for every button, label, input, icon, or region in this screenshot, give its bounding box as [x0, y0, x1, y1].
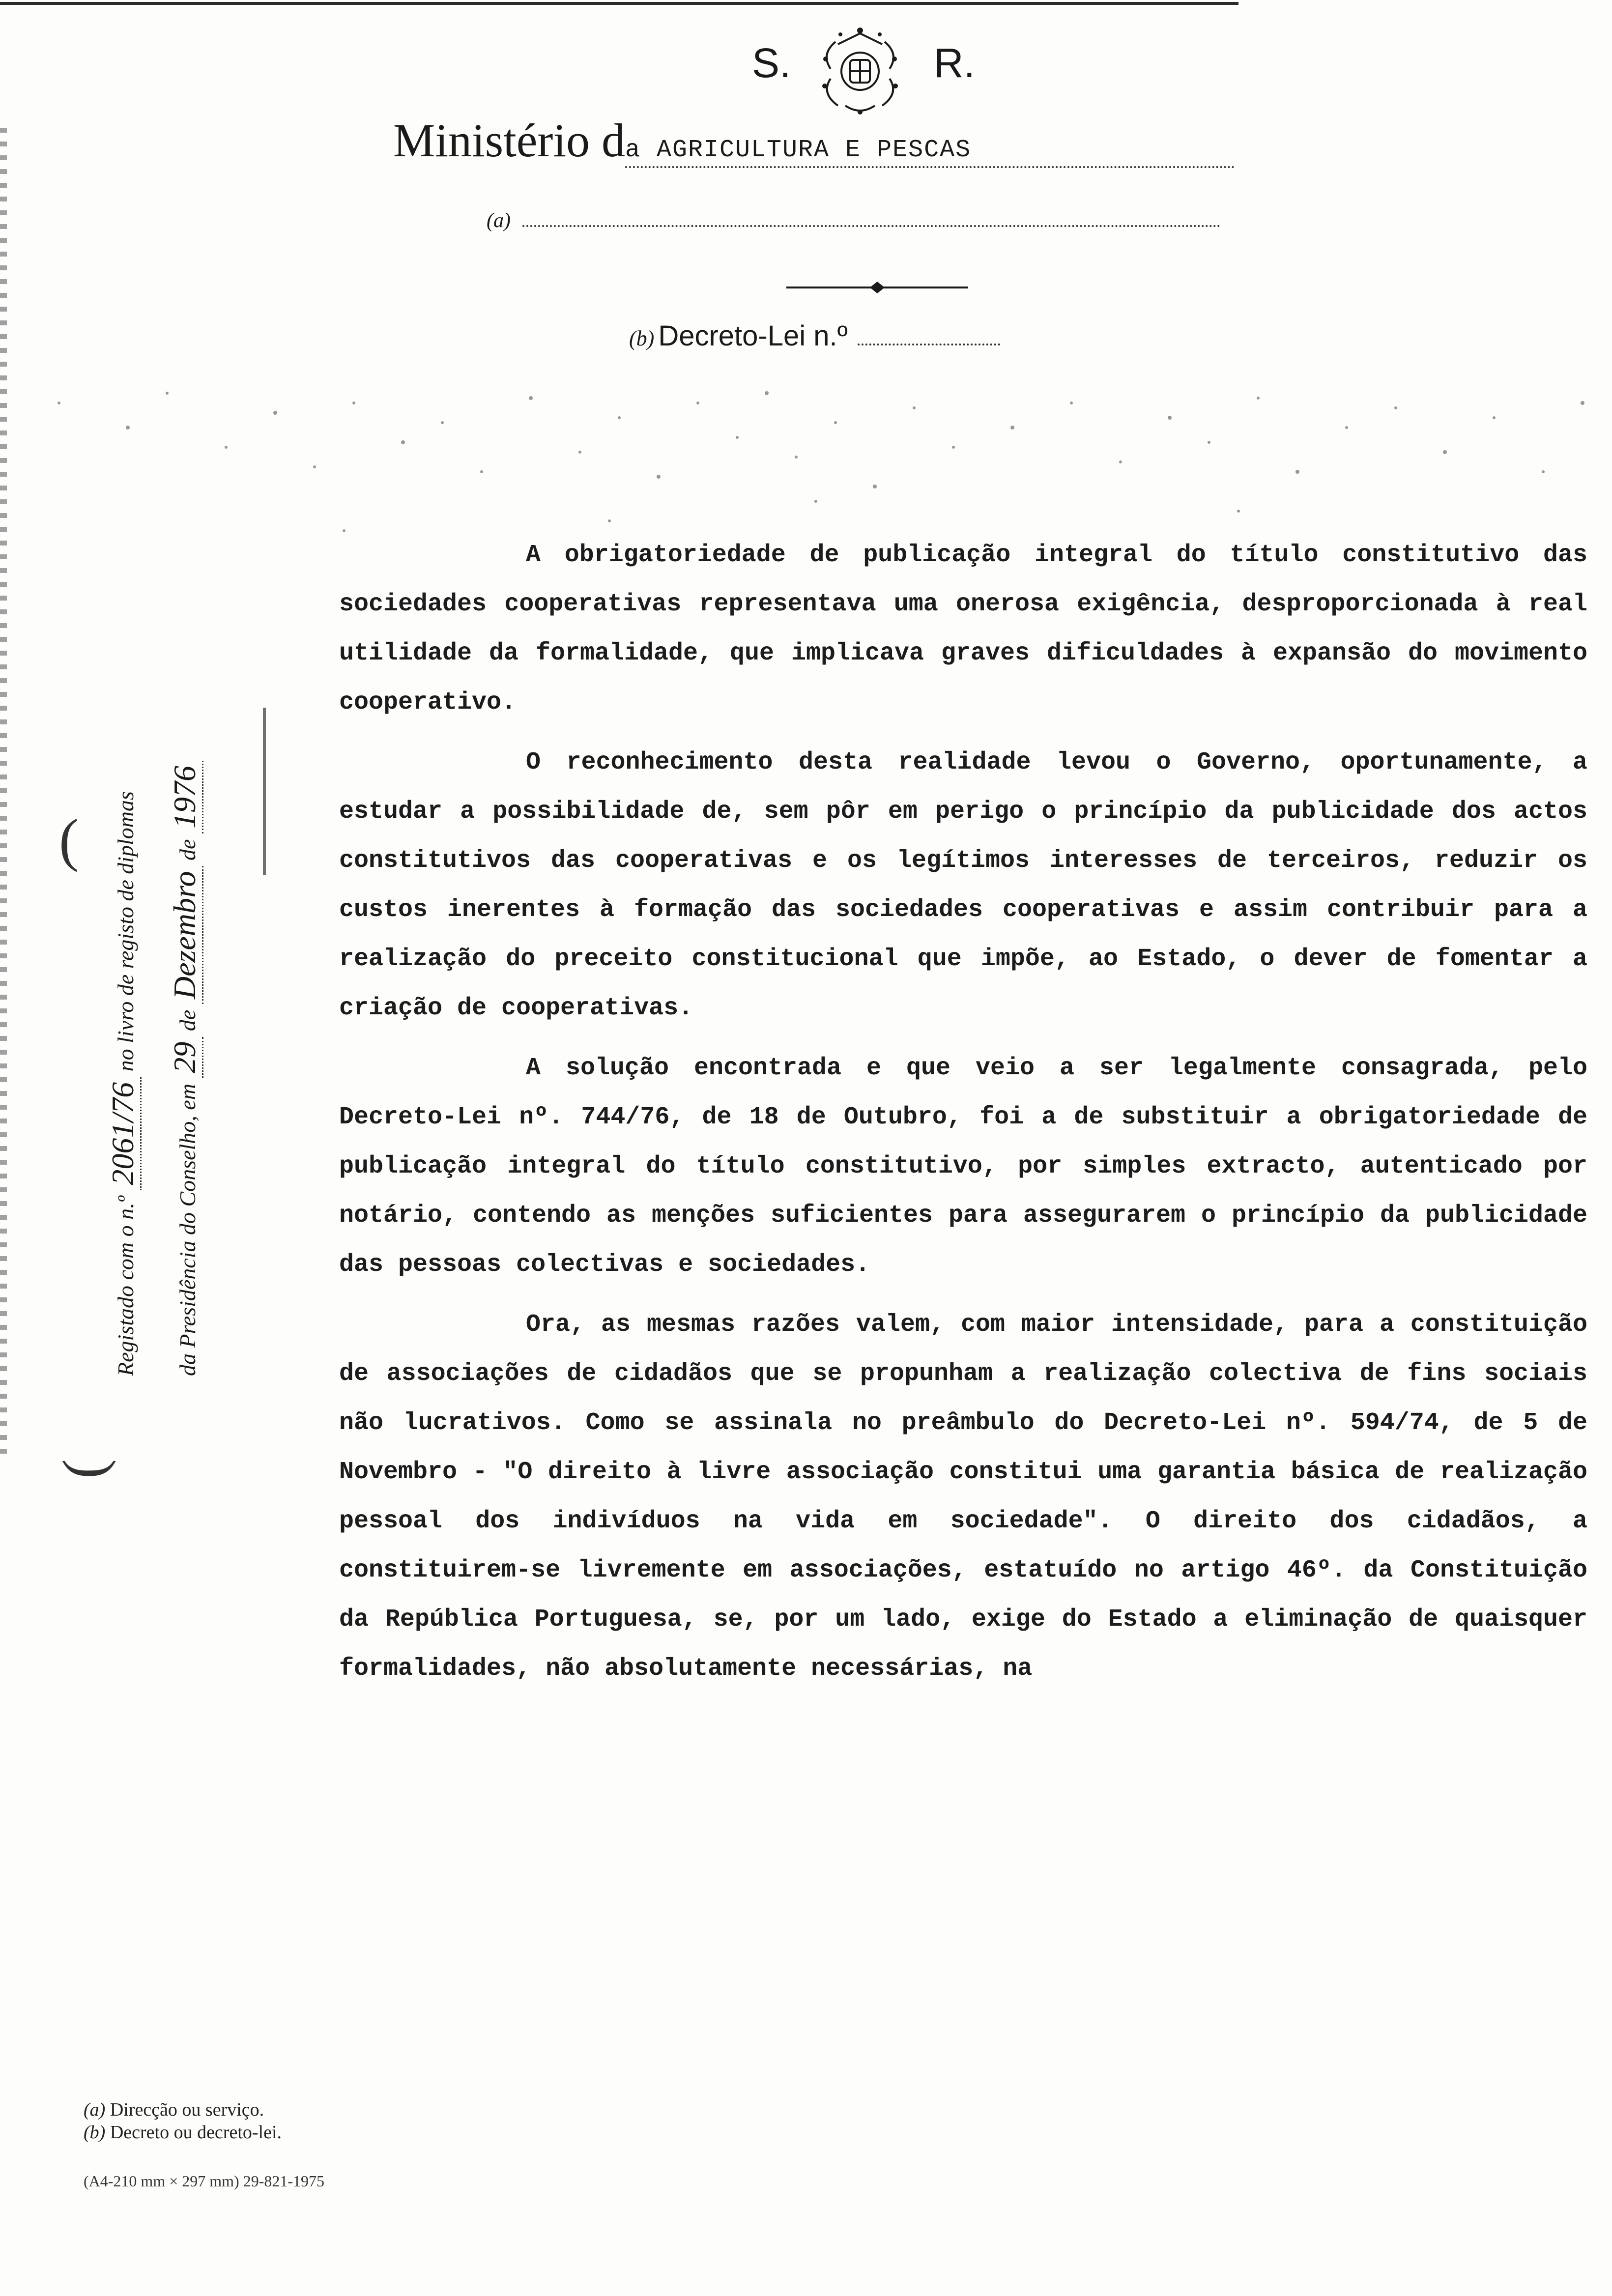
decree-label: Decreto-Lei n.º: [658, 320, 848, 352]
service-marker: (a): [487, 209, 511, 232]
margin-vertical-mark: [263, 708, 266, 875]
letterhead: [752, 34, 988, 103]
body-paragraph-1: A obrigatoriedade de publicação integral do título constitutivo das sociedades cooperativas representava uma onerosa exigência, desproporcionada à real utilidade da formalidade, que implicava graves dificuldades à expansão do movimento cooperativo.: [339, 541, 1587, 717]
registration-number: 2061/76: [105, 1077, 142, 1190]
letterhead-s: S.: [752, 40, 791, 86]
footnotes: [84, 2098, 673, 2167]
letterhead-r: R.: [934, 40, 975, 86]
coat-of-arms-icon: [811, 25, 909, 118]
ministry-label: Ministério d: [393, 114, 625, 167]
divider-ornament: [786, 280, 968, 295]
decree-number-field: [858, 334, 1000, 345]
body-paragraph-3: A solução encontrada e que veio a ser legalmente consagrada, pelo Decreto-Lei nº. 744/76, de 18 de Outubro, foi a de substituir a obrigatoriedade de publicação integral do título constitutivo, por simples extracto, autenticado por notário, contendo as menções suficientes para assegurarem o princípio da publicidade das pessoas colectivas e sociedades.: [339, 1054, 1587, 1279]
registration-line-1: Registado com o n.º 2061/76 no livro de registo de diplomas: [93, 442, 155, 1376]
scan-left-edge: [0, 128, 7, 1455]
ministry-name-field: a AGRICULTURA E PESCAS: [625, 136, 1235, 168]
registration-year: 1976: [167, 761, 203, 833]
service-field: [522, 210, 1220, 227]
print-info: (A4-210 mm × 297 mm) 29-821-1975: [84, 2172, 324, 2190]
top-rule: [0, 2, 1238, 5]
margin-bracket-top: (: [59, 807, 79, 872]
body-paragraph-4: Ora, as mesmas razões valem, com maior intensidade, para a constituição de associações de cidadãos que se propunham a realização colectiva de fins sociais não lucrativos. Como se assinala no preâmbulo do Decreto-Lei nº. 594/74, de 5 de Novembro - "O direito à livre associação constitui uma garantia básica de realização pessoal dos indivíduos na vida em sociedade". O direito dos cidadãos, a constituirem-se livremente em associações, estatuído no artigo 46º. da Constituição da República Portuguesa, se, por um lado, exige do Estado a eliminação de quaisquer formalidades, não absolutamente necessárias, na: [339, 1311, 1587, 1683]
margin-bracket-bottom: (: [50, 1459, 116, 1479]
registration-annotation: [93, 442, 221, 1376]
body-paragraph-2: O reconhecimento desta realidade levou o Governo, oportunamente, a estudar a possibilidade de, sem pôr em perigo o princípio da publicidade dos actos constitutivos das cooperativas e os legítimos interesses de terceiros, reduzir os custos inerentes à formação das sociedades cooperativas e assim contribuir para a realização do preceito constitucional que impõe, ao Estado, o dever de fomentar a criação de cooperativas.: [339, 748, 1587, 1022]
service-line: [487, 209, 1234, 243]
footnote-b: (b) Decreto ou decreto-lei.: [84, 2122, 282, 2143]
scan-speckle: [0, 373, 1612, 550]
ministry-line: [393, 113, 1327, 177]
decree-marker: (b): [629, 326, 655, 350]
decree-line: [629, 319, 1121, 364]
registration-month: Dezembro: [167, 866, 203, 1004]
decree-body: [339, 531, 1587, 1985]
footnote-a: (a) Direcção ou serviço.: [84, 2099, 264, 2120]
registration-day: 29: [167, 1037, 203, 1078]
registration-line-2: da Presidência do Conselho, em 29 de Dezembro de 1976: [155, 442, 217, 1376]
